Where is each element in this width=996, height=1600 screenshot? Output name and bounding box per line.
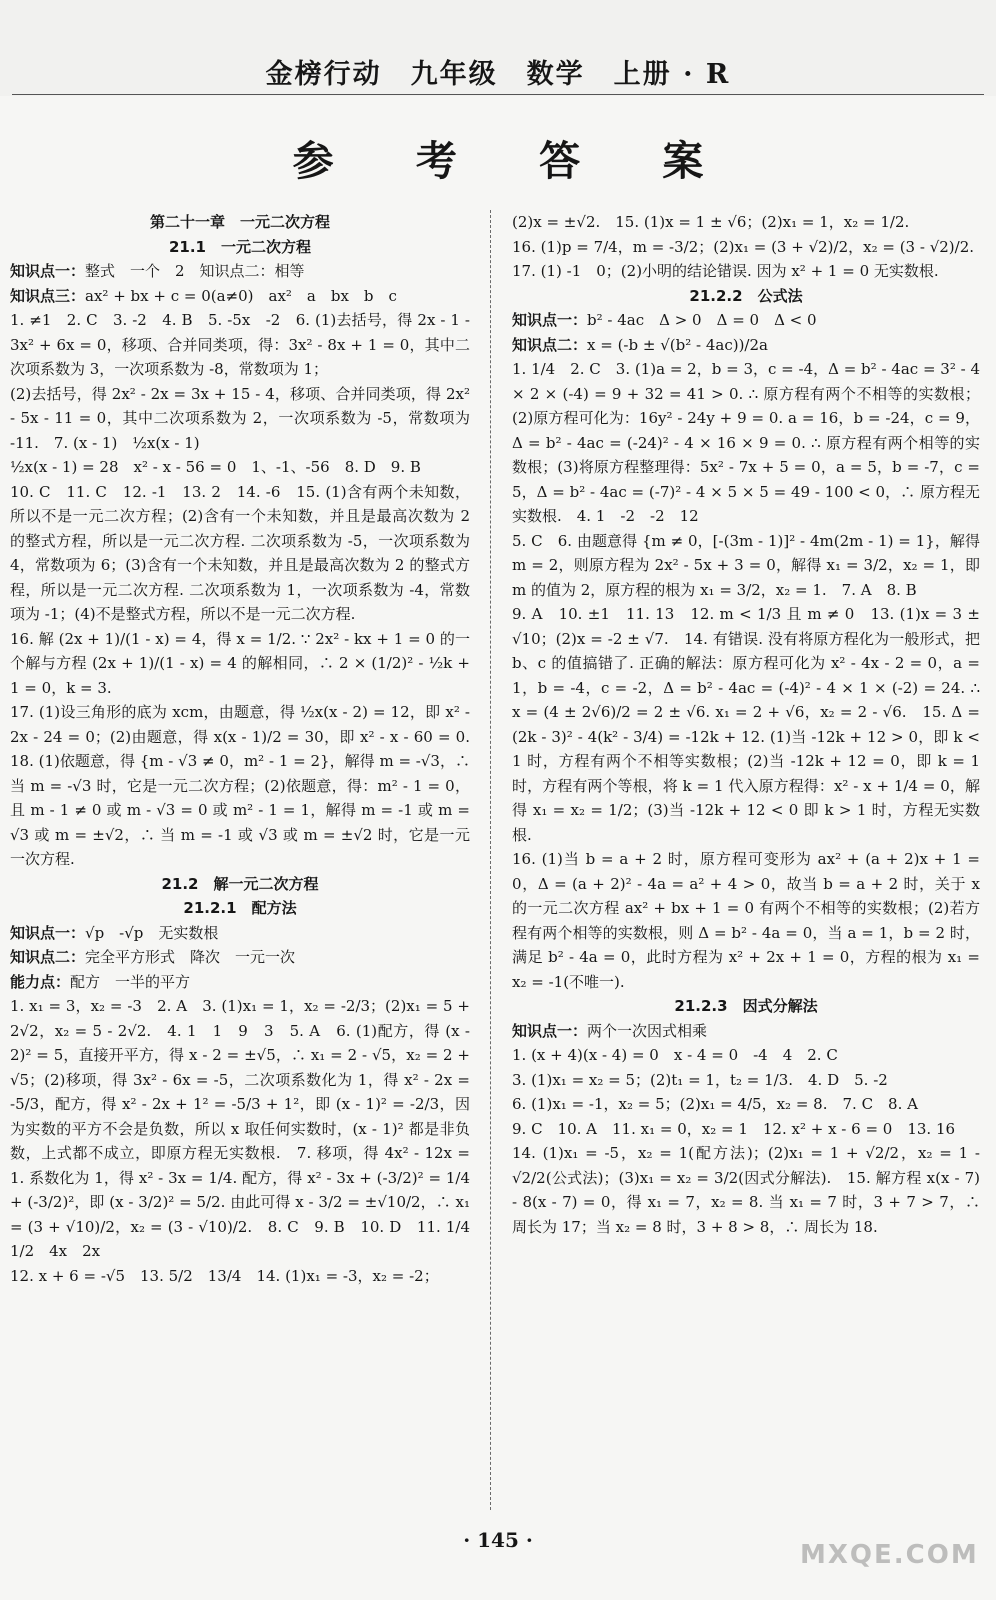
answer-line [512,1141,980,1239]
answer-text: 9. C 10. A 11. x₁ = 0，x₂ = 1 12. x² + x - 6 = 0 13. 16 [512,1119,956,1138]
answer-line [512,235,980,260]
answer-text: 1. x₁ = 3，x₂ = -3 2. A 3. (1)x₁ = 1，x₂ = -2/3；(2)x₁ = 5 + 2√2，x₂ = 5 - 2√2. 4. 1 1 9 3 5. A 6. (1)配方，得 (x - 2)² = 5，直接开平方，得 x - 2 = ±√5，∴ x₁ = 2 - √5，x₂ = 2 + √5；(2)移项，得 3x² - 6x = -5，二次项系数化为 1，得 x² - 2x = -5/3，配方，得 x² - 2x + 1² = -5/3 + 1²，即 (x - 1)² = -2/3，因为实数的平方不会是负数，所以 x 取任何实数时，(x - 1)² 都是非负数，上式都不成立，即原方程无实数根. 7. 移项，得 4x² - 12x = 1. 系数化为 1，得 x² - 3x = 1/4. 配方，得 x² - 3x + (-3/2)² = 1/4 + (-3/2)²，即 (x - 3/2)² = 5/2. 由此可得 x - 3/2 = ±√10/2，∴ x₁ = (3 + √10)/2，x₂ = (3 - √10)/2. 8. C 9. B 10. D 11. 1/4 1/2 4x 2x [10,997,486,1260]
page-title: 参 考 答 案 [292,137,738,185]
answer-text: 3. (1)x₁ = x₂ = 5；(2)t₁ = 1，t₂ = 1/3. 4. D 5. -2 [512,1070,888,1089]
page-number: · 145 · [463,1528,533,1552]
answer-text: 1. (x + 4)(x - 4) = 0 x - 4 = 0 -4 4 2. C [512,1046,838,1064]
answer-text: 16. (1)p = 7/4，m = -3/2；(2)x₁ = (3 + √2)/2，x₂ = (3 - √2)/2. [512,237,975,256]
answer-line [10,627,470,701]
answer-line [10,259,470,284]
answer-text: x = (-b ± √(b² - 4ac))/2a [587,335,768,354]
section-heading: 21.2.1 配方法 [183,899,297,917]
answer-line [512,847,980,994]
answer-text: 6. (1)x₁ = -1，x₂ = 5；(2)x₁ = 4/5，x₂ = 8. 7. C 8. A [512,1095,918,1113]
answer-text: 16. 解 (2x + 1)/(1 - x) = 4，得 x = 1/2. ∵ 2x² - kx + 1 = 0 的一个解与方程 (2x + 1)/(1 - x) = 4 的解相同，∴ 2 × (1/2)² - ½k + 1 = 0，k = 3. [10,629,470,697]
answer-text: 1. ≠1 2. C 3. -2 4. B 5. -5x -2 6. (1)去括号，得 2x - 1 - 3x² + 6x = 0，移项、合并同类项，得：3x² - 8x + 1 = 0，其中二次项系数为 3，一次项系数为 -8，常数项为 1； [10,311,470,378]
answer-text: √p -√p 无实数根 [85,923,219,942]
answer-line [512,1117,980,1142]
answer-text: 16. (1)当 b = a + 2 时，原方程可变形为 ax² + (a + 2)x + 1 = 0，Δ = (a + 2)² - 4a = a² + 4 > 0，故当 b = a + 2 时，关于 x 的一元二次方程 ax² + bx + 1 = 0 有两个不相等的实数根；(2)若方程有两个相等的实数根，则 Δ = b² - 4a = 0，当 a = 1，b = 2 时，满足 b² - 4a = 0，此时方程为 x² + 2x + 1 = 0，方程的根为 x₁ = x₂ = -1(不唯一). [512,850,980,991]
knowledge-point-label: 知识点二： [512,335,588,354]
knowledge-point-label: 知识点三： [10,286,86,305]
answer-line [10,994,486,1264]
answer-line [10,1264,470,1289]
knowledge-point-label: 知识点一： [10,262,86,280]
answer-line [10,284,470,309]
answer-line [10,921,470,946]
section-heading: 21.2.2 公式法 [689,286,803,305]
answer-text: 配方 一半的平方 [70,972,191,991]
answer-text: 整式 一个 2 知识点二：相等 [85,262,305,280]
answer-line [10,700,486,872]
answer-line [512,1068,980,1093]
answer-text: ½x(x - 1) = 28 x² - x - 56 = 0 1、-1、-56 8. D 9. B [10,458,421,476]
answer-line [512,308,980,333]
answer-line [10,970,470,995]
knowledge-point-label: 知识点一： [512,1021,588,1040]
answer-text: b² - 4ac Δ > 0 Δ = 0 Δ < 0 [587,311,817,329]
answer-text: 14. (1)x₁ = -5，x₂ = 1(配方法)；(2)x₁ = 1 + √2/2，x₂ = 1 - √2/2(公式法)；(3)x₁ = x₂ = 3/2(因式分解法). 15. 解方程 x(x - 7) - 8(x - 7) = 0，得 x₁ = 7，x₂ = 8. 当 x₁ = 7 时，3 + 7 > 7，∴ 周长为 17；当 x₂ = 8 时，3 + 8 > 8，∴ 周长为 18. [512,1144,980,1236]
answer-line [512,1043,980,1068]
answer-line [512,259,980,284]
answer-line [512,333,980,358]
knowledge-point-label: 知识点一： [10,923,86,942]
answer-text: 两个一次因式相乘 [587,1021,708,1040]
answer-text: ax² + bx + c = 0(a≠0) ax² a bx b c [85,286,397,305]
book-header: 金榜行动 九年级 数学 上册 · R [265,59,731,90]
column-divider [490,210,491,1510]
section-heading: 第二十一章 一元二次方程 [149,213,330,231]
answer-line [512,529,980,603]
answer-line [10,480,470,627]
answer-text: 5. C 6. 由题意得 {m ≠ 0，[-(3m - 1)]² - 4m(2m - 1) = 1}，解得 m = 2，则原方程为 2x² - 5x + 3 = 0，解得 x₁ = 3/2，x₂ = 1，即 m 的值为 2，原方程的根为 x₁ = 3/2，x₂ = 1. 7. A 8. B [512,531,980,599]
knowledge-point-label: 知识点一： [512,311,588,329]
answer-line [512,357,980,529]
answer-text: 9. A 10. ±1 11. 13 12. m < 1/3 且 m ≠ 0 13. (1)x = 3 ± √10；(2)x = -2 ± √7. 14. 有错误. 没有将原方程化为一般形式，把 b、c 的值搞错了. 正确的解法：原方程可化为 x² - 4x - 2 = 0，a = 1，b = -4，c = -2，Δ = b² - 4ac = (-4)² - 4 × 1 × (-2) = 24. ∴ x = (4 ± 2√6)/2 = 2 ± √6. x₁ = 2 + √6，x₂ = 2 - √6. 15. Δ = (2k - 3)² - 4(k² - 3/4) = -12k + 12. (1)当 -12k + 12 > 0，即 k < 1 时，方程有两个不相等实数根；(2)当 -12k + 12 = 0，即 k = 1 时，方程有两个等根，将 k = 1 代入原方程得：x² - x + 1/4 = 0，解得 x₁ = x₂ = 1/2；(3)当 -12k + 12 < 0 即 k > 1 时，方程无实数根. [512,605,980,844]
answer-line [512,602,980,847]
answer-text: 17. (1)设三角形的底为 xcm，由题意，得 ½x(x - 2) = 12，即 x² - 2x - 24 = 0；(2)由题意，得 x(x - 1)/2 = 30，即 x² - x - 60 = 0. 18. (1)依题意，得 {m - √3 ≠ 0，m² - 1 = 2}，解得 m = -√3，∴ 当 m = -√3 时，它是一元二次方程；(2)依题意，得：m² - 1 = 0，且 m - 1 ≠ 0 或 m - √3 = 0 或 m² - 1 = 1，解得 m = -1 或 m = √3 或 m = ±√2，∴ 当 m = -1 或 √3 或 m = ±√2 时，它是一元一次方程. [10,703,486,868]
answer-line [512,1019,980,1044]
section-heading: 21.2.3 因式分解法 [674,997,818,1015]
answer-text: 17. (1) -1 0；(2)小明的结论错误. 因为 x² + 1 = 0 无实数根. [512,262,939,280]
answer-text: (2)x = ±√2. 15. (1)x = 1 ± √6；(2)x₁ = 1，x₂ = 1/2. [512,213,910,231]
answer-text: (2)去括号，得 2x² - 2x = 3x + 15 - 4，移项、合并同类项，得 2x² - 5x - 11 = 0，其中二次项系数为 2，一次项系数为 -5，常数项为 -11. 7. (x - 1) ½x(x - 1) [10,384,470,452]
section-heading: 21.2 解一元二次方程 [161,874,319,893]
answer-text: 12. x + 6 = -√5 13. 5/2 13/4 14. (1)x₁ = -3，x₂ = -2； [10,1266,439,1285]
header-rule [12,94,984,95]
answer-line [512,210,980,235]
answer-line [10,455,470,480]
answer-text: 10. C 11. C 12. -1 13. 2 14. -6 15. (1)含有两个未知数，所以不是一元二次方程；(2)含有一个未知数，并且是最高次数为 2 的整式方程，所以是一元二次方程. 二次项系数为 -5，一次项系数为 4，常数项为 6；(3)含有一个未知数，并且是最高次数为 2 的整式方程，所以是一元二次方程. 二次项系数为 1，一次项系数为 -4，常数项为 -1；(4)不是整式方程，所以不是一元二次方程. [10,482,470,623]
answer-line [10,945,470,970]
answer-text: 1. 1/4 2. C 3. (1)a = 2，b = 3，c = -4，Δ = b² - 4ac = 3² - 4 × 2 × (-4) = 9 + 32 = 41 > 0. ∴ 原方程有两个不相等的实数根；(2)原方程可化为：16y² - 24y + 9 = 0. a = 16，b = -24，c = 9，Δ = b² - 4ac = (-24)² - 4 × 16 × 9 = 0. ∴ 原方程有两个相等的实数根；(3)将原方程整理得：5x² - 7x + 5 = 0，a = 5，b = -7，c = 5，Δ = b² - 4ac = (-7)² - 4 × 5 × 5 = 49 - 100 < 0，∴ 原方程无实数根. 4. 1 -2 -2 12 [512,360,980,525]
section-heading: 21.1 一元二次方程 [168,237,311,256]
knowledge-point-label: 知识点二： [10,948,86,966]
watermark-logo: MXQE.COM [800,1540,979,1570]
answer-line [10,308,470,382]
answer-text: 完全平方形式 降次 一元一次 [85,948,296,966]
answer-line [512,1092,980,1117]
knowledge-point-label: 能力点： [10,972,71,991]
answer-line [10,382,470,456]
answer-column-left [10,210,486,1520]
answer-column-right [512,210,980,1520]
